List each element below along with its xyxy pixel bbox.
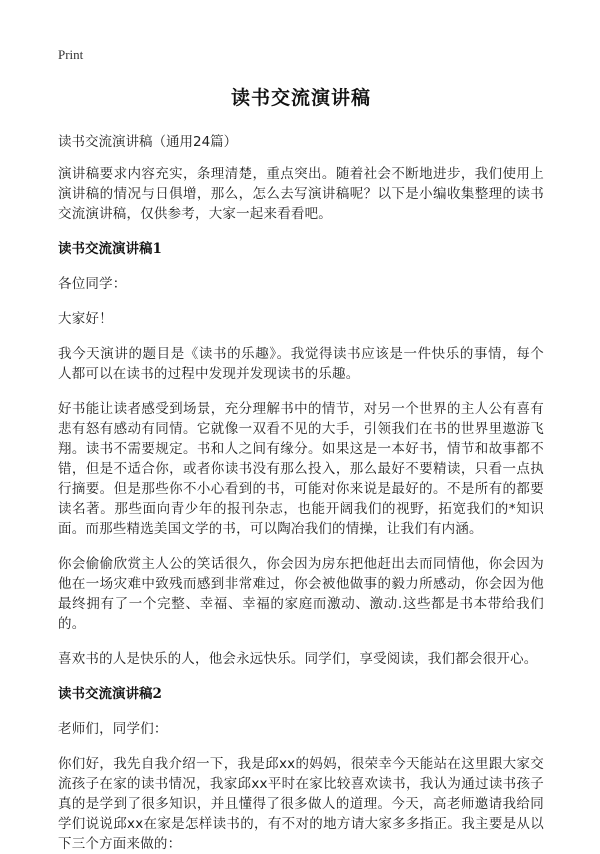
document-title: 读书交流演讲稿	[230, 87, 371, 109]
section-1-paragraph-3: 你会偷偷欣赏主人公的笑话很久，你会因为房东把他赶出去而同情他，你会因为他在一场灾难中致残而感到非常难过，你会被他做事的毅力所感动，你会因为他最终拥有了一个完整、幸福、幸福的家庭而激动、激动.这些都是书本带给我们的。	[58, 556, 544, 632]
section-1-greeting-1: 各位同学：	[58, 276, 127, 292]
section-1-paragraph-2: 好书能让读者感受到场景，充分理解书中的情节，对另一个世界的主人公有喜有悲有怒有感动有同情。它就像一双看不见的大手，引领我们在书的世界里遨游飞翔。读书不需要规定。书和人之间有缘分。如果这是一本好书，情节和故事都不错，但是不适合你，或者你读书没有那么投入，那么最好不要精读，只看一点执行摘要。但是那些你不小心看到的书，可能对你来说是最好的。不是所有的都要读名著。那些面向青少年的报刊杂志，也能开阔我们的视野，拓宽我们的*知识面。而那些精选美国文学的书，可以陶冶我们的情操，让我们有内涵。	[58, 401, 544, 537]
document-subtitle: 读书交流演讲稿（通用24篇）	[58, 134, 238, 150]
section-1-greeting-2: 大家好！	[58, 311, 113, 327]
section-2-greeting-1: 老师们，同学们：	[58, 721, 168, 737]
section-1-paragraph-4: 喜欢书的人是快乐的人，他会永远快乐。同学们，享受阅读，我们都会很开心。	[58, 651, 538, 667]
print-link[interactable]: Print	[58, 47, 84, 62]
section-2-paragraph-1: 你们好，我先自我介绍一下，我是邱xx的妈妈，很荣幸今天能站在这里跟大家交流孩子在家的读书情况，我家邱xx平时在家比较喜欢读书，我认为通过读书孩子真的是学到了很多知识，并且懂得了很多做人的道理。今天，高老师邀请我给同学们说说邱xx在家是怎样读书的，有不对的地方请大家多多指正。我主要是从以下三个方面来做的：	[58, 756, 544, 852]
intro-paragraph: 演讲稿要求内容充实，条理清楚，重点突出。随着社会不断地进步，我们使用上演讲稿的情况与日俱增，那么，怎么去写演讲稿呢？以下是小编收集整理的读书交流演讲稿，仅供参考，大家一起来看看吧。	[58, 166, 544, 222]
section-2-heading: 读书交流演讲稿2	[58, 686, 162, 702]
section-1-heading: 读书交流演讲稿1	[58, 241, 162, 257]
section-1-paragraph-1: 我今天演讲的题目是《读书的乐趣》。我觉得读书应该是一件快乐的事情，每个人都可以在读书的过程中发现并发现读书的乐趣。	[58, 346, 544, 382]
